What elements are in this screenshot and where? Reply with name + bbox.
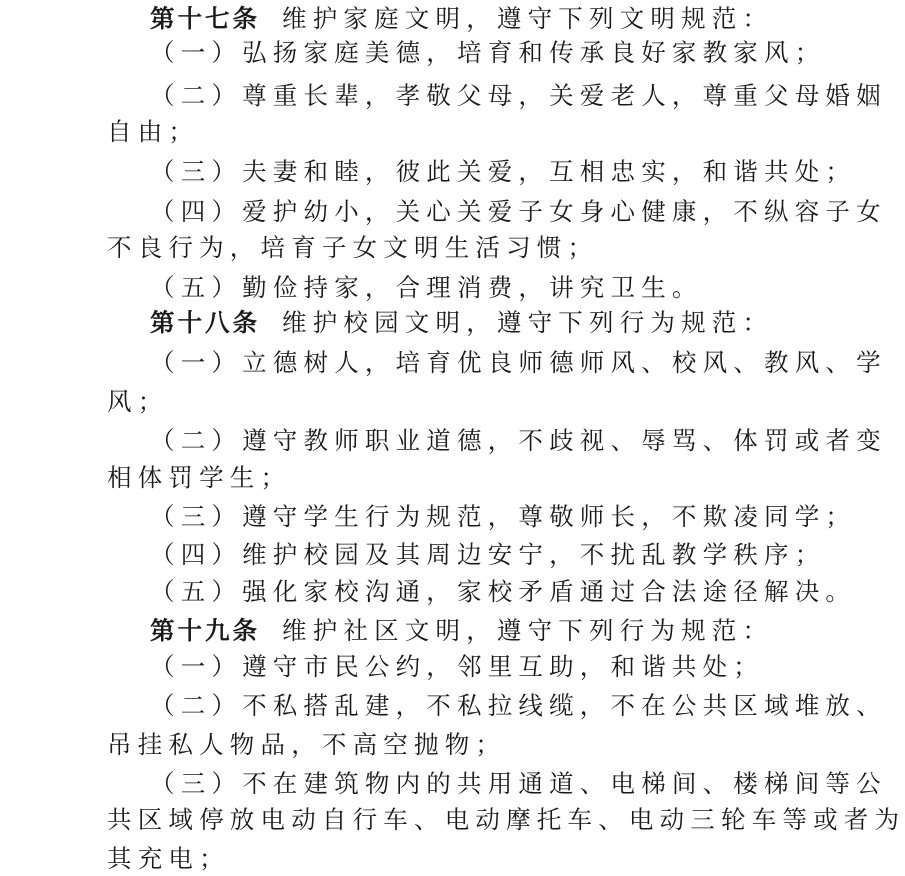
article-18-clause-4: （四）维护校园及其周边安宁，不扰乱教学秩序； bbox=[150, 540, 826, 569]
article-17-heading bbox=[150, 2, 774, 36]
article-18-clause-1-cont: 风； bbox=[107, 387, 169, 416]
article-19-clause-3: （三）不在建筑物内的共用通道、电梯间、楼梯间等公 bbox=[150, 769, 887, 798]
article-18-clause-5: （五）强化家校沟通，家校矛盾通过合法途径解决。 bbox=[150, 577, 857, 606]
article-18-clause-3: （三）遵守学生行为规范，尊敬师长，不欺凌同学； bbox=[150, 502, 857, 531]
article-17-clause-4: （四）爱护幼小，关心关爱子女身心健康，不纵容子女 bbox=[150, 197, 887, 226]
article-19-clause-2-cont: 吊挂私人物品，不高空抛物； bbox=[107, 730, 507, 759]
article-17-clause-1: （一）弘扬家庭美德，培育和传承良好家教家风； bbox=[150, 38, 826, 67]
article-18-heading bbox=[150, 306, 774, 340]
article-17-clause-4-cont: 不良行为，培育子女文明生活习惯； bbox=[107, 233, 599, 262]
article-17-clause-3: （三）夫妻和睦，彼此关爱，互相忠实，和谐共处； bbox=[150, 157, 857, 186]
article-17-clause-2: （二）尊重长辈，孝敬父母，关爱老人，尊重父母婚姻 bbox=[150, 81, 887, 110]
article-19-clause-1: （一）遵守市民公约，邻里互助，和谐共处； bbox=[150, 652, 764, 681]
article-18-clause-2-cont: 相体罚学生； bbox=[107, 463, 292, 492]
article-17-clause-2-cont: 自由； bbox=[107, 117, 200, 146]
article-19-clause-3-cont-2: 其充电； bbox=[107, 844, 230, 873]
article-17-title: 维护家庭文明，遵守下列文明规范： bbox=[282, 4, 774, 33]
article-18-number: 第十八条 bbox=[150, 308, 260, 337]
article-17-number: 第十七条 bbox=[150, 4, 260, 33]
article-18-clause-2: （二）遵守教师职业道德，不歧视、辱骂、体罚或者变 bbox=[150, 426, 887, 455]
article-18-clause-1: （一）立德树人，培育优良师德师风、校风、教风、学 bbox=[150, 348, 887, 377]
article-19-number: 第十九条 bbox=[150, 616, 260, 645]
article-18-title: 维护校园文明，遵守下列行为规范： bbox=[282, 308, 774, 337]
article-19-clause-2: （二）不私搭乱建，不私拉线缆，不在公共区域堆放、 bbox=[150, 691, 887, 720]
article-19-heading bbox=[150, 614, 774, 648]
article-19-title: 维护社区文明，遵守下列行为规范： bbox=[282, 616, 774, 645]
article-17-clause-5: （五）勤俭持家，合理消费，讲究卫生。 bbox=[150, 273, 703, 302]
article-19-clause-3-cont-1: 共区域停放电动自行车、电动摩托车、电动三轮车等或者为 bbox=[107, 805, 905, 834]
